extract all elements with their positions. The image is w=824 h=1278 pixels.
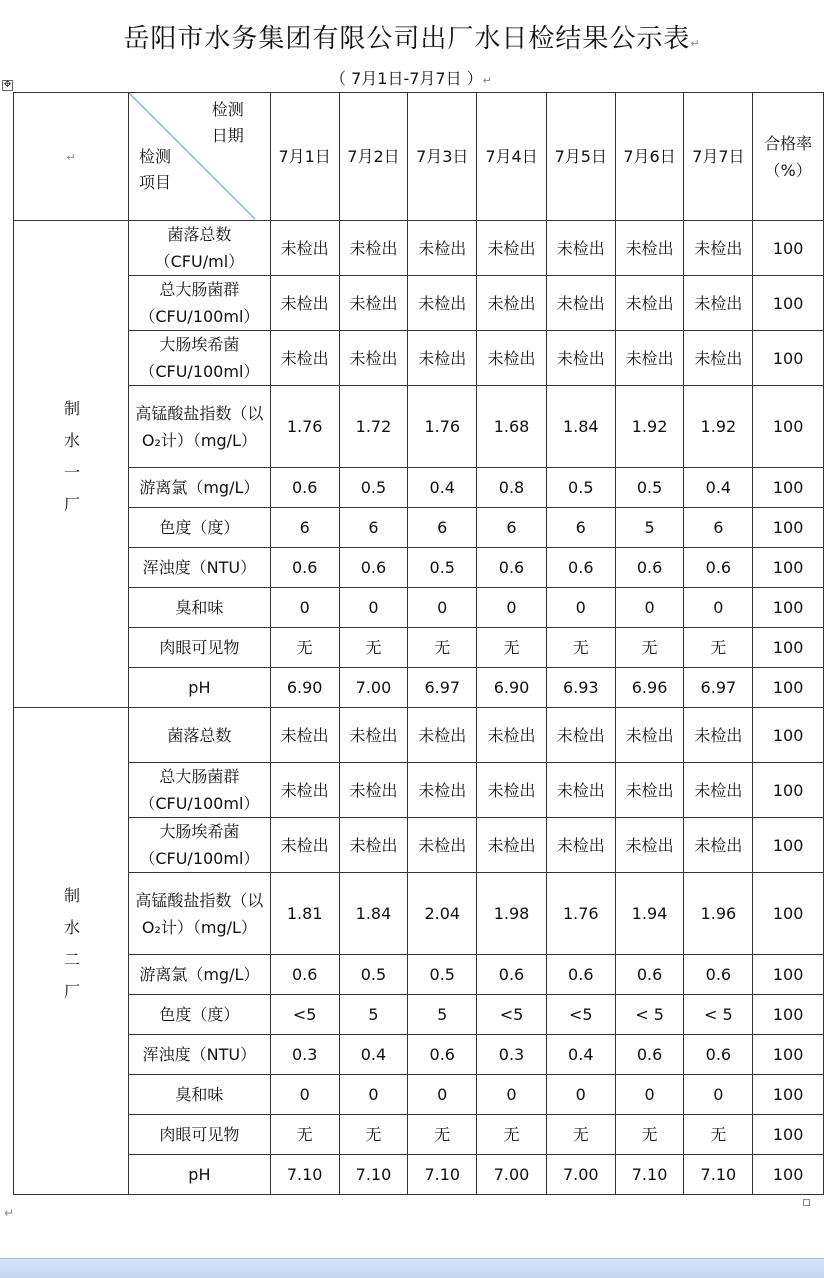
result-value: 7.10 bbox=[684, 1155, 753, 1195]
result-value: 未检出 bbox=[477, 276, 547, 331]
result-value: 6.97 bbox=[684, 668, 753, 708]
result-value: 未检出 bbox=[339, 276, 408, 331]
plant-name: 制水一厂 bbox=[14, 221, 129, 708]
table-row bbox=[14, 508, 824, 548]
result-value: 未检出 bbox=[684, 331, 753, 386]
table-row bbox=[14, 995, 824, 1035]
result-value: 未检出 bbox=[615, 818, 684, 873]
rate-header: 合格率（%） bbox=[753, 93, 824, 221]
result-value: 1.98 bbox=[477, 873, 547, 955]
result-value: <5 bbox=[477, 995, 547, 1035]
result-value: 1.94 bbox=[615, 873, 684, 955]
result-value: 0 bbox=[408, 1075, 477, 1115]
result-value: 0.4 bbox=[408, 468, 477, 508]
result-value: 7.10 bbox=[339, 1155, 408, 1195]
result-value: < 5 bbox=[684, 995, 753, 1035]
result-value: 未检出 bbox=[546, 763, 615, 818]
result-value: 无 bbox=[615, 1115, 684, 1155]
pass-rate: 100 bbox=[753, 763, 824, 818]
result-value: 1.76 bbox=[408, 386, 477, 468]
result-value: 6 bbox=[684, 508, 753, 548]
result-value: 1.84 bbox=[546, 386, 615, 468]
pass-rate: 100 bbox=[753, 1155, 824, 1195]
pass-rate: 100 bbox=[753, 331, 824, 386]
result-value: 未检出 bbox=[546, 708, 615, 763]
table-row bbox=[14, 468, 824, 508]
table-row bbox=[14, 221, 824, 276]
pass-rate: 100 bbox=[753, 818, 824, 873]
pass-rate: 100 bbox=[753, 276, 824, 331]
result-value: 无 bbox=[684, 628, 753, 668]
result-value: 未检出 bbox=[477, 221, 547, 276]
result-value: 0.6 bbox=[546, 955, 615, 995]
table-resize-handle[interactable] bbox=[803, 1199, 810, 1206]
result-value: 7.10 bbox=[615, 1155, 684, 1195]
result-value: 未检出 bbox=[339, 763, 408, 818]
item-name: 高锰酸盐指数（以O₂计）（mg/L） bbox=[129, 873, 271, 955]
result-value: 未检出 bbox=[339, 331, 408, 386]
item-name: 总大肠菌群（CFU/100ml） bbox=[129, 276, 271, 331]
table-row bbox=[14, 386, 824, 468]
pass-rate: 100 bbox=[753, 588, 824, 628]
result-value: 0.6 bbox=[615, 1035, 684, 1075]
table-row bbox=[14, 763, 824, 818]
result-value: 6.96 bbox=[615, 668, 684, 708]
result-value: 无 bbox=[270, 1115, 339, 1155]
result-value: 6.93 bbox=[546, 668, 615, 708]
result-value: 未检出 bbox=[270, 818, 339, 873]
result-value: 未检出 bbox=[408, 331, 477, 386]
item-name: 游离氯（mg/L） bbox=[129, 468, 271, 508]
item-name: pH bbox=[129, 668, 271, 708]
header-row bbox=[14, 93, 824, 221]
result-value: 6.97 bbox=[408, 668, 477, 708]
day-header: 7月6日 bbox=[615, 93, 684, 221]
result-value: 0.6 bbox=[339, 548, 408, 588]
table-row bbox=[14, 873, 824, 955]
pass-rate: 100 bbox=[753, 1115, 824, 1155]
result-value: 1.92 bbox=[615, 386, 684, 468]
result-value: 7.00 bbox=[339, 668, 408, 708]
result-value: 未检出 bbox=[477, 763, 547, 818]
result-value: 0.5 bbox=[615, 468, 684, 508]
table-row bbox=[14, 1115, 824, 1155]
result-value: 未检出 bbox=[270, 708, 339, 763]
day-header: 7月5日 bbox=[546, 93, 615, 221]
table-row bbox=[14, 628, 824, 668]
result-value: 1.76 bbox=[270, 386, 339, 468]
pass-rate: 100 bbox=[753, 1035, 824, 1075]
result-value: 0 bbox=[270, 1075, 339, 1115]
table-row bbox=[14, 1075, 824, 1115]
item-name: 色度（度） bbox=[129, 508, 271, 548]
result-value: 未检出 bbox=[546, 331, 615, 386]
result-value: < 5 bbox=[615, 995, 684, 1035]
horizontal-scrollbar[interactable] bbox=[0, 1258, 824, 1278]
result-value: 0 bbox=[546, 1075, 615, 1115]
item-name: 大肠埃希菌（CFU/100ml） bbox=[129, 818, 271, 873]
pass-rate: 100 bbox=[753, 955, 824, 995]
result-value: 未检出 bbox=[615, 331, 684, 386]
result-value: 1.84 bbox=[339, 873, 408, 955]
item-name: 高锰酸盐指数（以O₂计）（mg/L） bbox=[129, 386, 271, 468]
pass-rate: 100 bbox=[753, 386, 824, 468]
result-value: 7.00 bbox=[546, 1155, 615, 1195]
result-value: 6 bbox=[270, 508, 339, 548]
day-header: 7月4日 bbox=[477, 93, 547, 221]
result-value: 未检出 bbox=[339, 221, 408, 276]
document-title: 岳阳市水务集团有限公司出厂水日检结果公示表↵ bbox=[123, 24, 701, 54]
table-row bbox=[14, 955, 824, 995]
result-value: 无 bbox=[270, 628, 339, 668]
result-value: 0.5 bbox=[339, 955, 408, 995]
item-name: 总大肠菌群（CFU/100ml） bbox=[129, 763, 271, 818]
result-value: 0.6 bbox=[684, 548, 753, 588]
result-value: 0.6 bbox=[684, 1035, 753, 1075]
result-value: 未检出 bbox=[477, 708, 547, 763]
result-value: 6 bbox=[339, 508, 408, 548]
pass-rate: 100 bbox=[753, 668, 824, 708]
table-row bbox=[14, 331, 824, 386]
item-name: pH bbox=[129, 1155, 271, 1195]
day-header: 7月2日 bbox=[339, 93, 408, 221]
result-value: 无 bbox=[408, 1115, 477, 1155]
result-value: 7.10 bbox=[270, 1155, 339, 1195]
result-value: 0 bbox=[615, 588, 684, 628]
result-value: 0 bbox=[339, 1075, 408, 1115]
item-name: 臭和味 bbox=[129, 1075, 271, 1115]
result-value: <5 bbox=[270, 995, 339, 1035]
result-value: 0 bbox=[270, 588, 339, 628]
table-row bbox=[14, 1155, 824, 1195]
result-value: 未检出 bbox=[270, 763, 339, 818]
result-value: 未检出 bbox=[546, 221, 615, 276]
result-value: 0.4 bbox=[339, 1035, 408, 1075]
results-table bbox=[13, 92, 824, 1195]
result-value: 0 bbox=[546, 588, 615, 628]
result-value: 2.04 bbox=[408, 873, 477, 955]
result-value: 6 bbox=[546, 508, 615, 548]
result-value: 0.6 bbox=[477, 955, 547, 995]
diag-date-label: 检测 日期 bbox=[211, 100, 244, 145]
pass-rate: 100 bbox=[753, 221, 824, 276]
item-name: 色度（度） bbox=[129, 995, 271, 1035]
result-value: 未检出 bbox=[339, 708, 408, 763]
table-row bbox=[14, 548, 824, 588]
item-name: 肉眼可见物 bbox=[129, 628, 271, 668]
item-name: 菌落总数 bbox=[129, 708, 271, 763]
item-name: 肉眼可见物 bbox=[129, 1115, 271, 1155]
result-value: 6 bbox=[477, 508, 547, 548]
pass-rate: 100 bbox=[753, 995, 824, 1035]
result-value: 未检出 bbox=[408, 221, 477, 276]
result-value: 未检出 bbox=[408, 276, 477, 331]
result-value: 未检出 bbox=[684, 708, 753, 763]
header-blank-cell: ↵ bbox=[14, 93, 129, 221]
result-value: 无 bbox=[477, 1115, 547, 1155]
result-value: 7.00 bbox=[477, 1155, 547, 1195]
pass-rate: 100 bbox=[753, 628, 824, 668]
result-value: 0.8 bbox=[477, 468, 547, 508]
day-header: 7月7日 bbox=[684, 93, 753, 221]
item-name: 浑浊度（NTU） bbox=[129, 548, 271, 588]
result-value: 0 bbox=[684, 588, 753, 628]
day-header: 7月3日 bbox=[408, 93, 477, 221]
result-value: 0.6 bbox=[684, 955, 753, 995]
table-row bbox=[14, 708, 824, 763]
result-value: 未检出 bbox=[546, 818, 615, 873]
result-value: 7.10 bbox=[408, 1155, 477, 1195]
pass-rate: 100 bbox=[753, 708, 824, 763]
day-header: 7月1日 bbox=[270, 93, 339, 221]
result-value: 未检出 bbox=[408, 818, 477, 873]
result-value: 0.6 bbox=[477, 548, 547, 588]
result-value: 无 bbox=[615, 628, 684, 668]
result-value: 0.3 bbox=[270, 1035, 339, 1075]
item-name: 菌落总数（CFU/ml） bbox=[129, 221, 271, 276]
result-value: 0.6 bbox=[270, 955, 339, 995]
result-value: 未检出 bbox=[408, 763, 477, 818]
result-value: 6 bbox=[408, 508, 477, 548]
result-value: 0 bbox=[339, 588, 408, 628]
result-value: 0 bbox=[477, 588, 547, 628]
result-value: 6.90 bbox=[477, 668, 547, 708]
plant-name: 制水二厂 bbox=[14, 708, 129, 1195]
table-row bbox=[14, 1035, 824, 1075]
result-value: 1.68 bbox=[477, 386, 547, 468]
result-value: 0.5 bbox=[546, 468, 615, 508]
result-value: 无 bbox=[339, 628, 408, 668]
result-value: 未检出 bbox=[684, 818, 753, 873]
result-value: 0.6 bbox=[546, 548, 615, 588]
result-value: 无 bbox=[408, 628, 477, 668]
result-value: 1.81 bbox=[270, 873, 339, 955]
diagonal-header-cell bbox=[129, 93, 271, 221]
pass-rate: 100 bbox=[753, 1075, 824, 1115]
table-row bbox=[14, 276, 824, 331]
item-name: 浑浊度（NTU） bbox=[129, 1035, 271, 1075]
paragraph-mark: ↵ bbox=[4, 1206, 15, 1220]
result-value: 0.5 bbox=[408, 955, 477, 995]
result-value: 无 bbox=[546, 628, 615, 668]
item-name: 大肠埃希菌（CFU/100ml） bbox=[129, 331, 271, 386]
result-value: 无 bbox=[339, 1115, 408, 1155]
result-value: 0.4 bbox=[546, 1035, 615, 1075]
result-value: 未检出 bbox=[684, 763, 753, 818]
result-value: 未检出 bbox=[270, 276, 339, 331]
result-value: 0.6 bbox=[615, 548, 684, 588]
item-name: 游离氯（mg/L） bbox=[129, 955, 271, 995]
result-value: 0 bbox=[477, 1075, 547, 1115]
result-value: 未检出 bbox=[270, 221, 339, 276]
diag-item-label: 检测 项目 bbox=[139, 147, 172, 192]
result-value: 未检出 bbox=[339, 818, 408, 873]
result-value: 未检出 bbox=[477, 331, 547, 386]
pass-rate: 100 bbox=[753, 468, 824, 508]
item-name: 臭和味 bbox=[129, 588, 271, 628]
result-value: 未检出 bbox=[684, 221, 753, 276]
result-value: 5 bbox=[339, 995, 408, 1035]
result-value: 未检出 bbox=[615, 708, 684, 763]
table-row bbox=[14, 588, 824, 628]
result-value: 无 bbox=[546, 1115, 615, 1155]
result-value: 无 bbox=[477, 628, 547, 668]
result-value: 无 bbox=[684, 1115, 753, 1155]
result-value: 未检出 bbox=[615, 276, 684, 331]
result-value: 0.3 bbox=[477, 1035, 547, 1075]
result-value: 0 bbox=[684, 1075, 753, 1115]
result-value: 0 bbox=[408, 588, 477, 628]
result-value: 5 bbox=[408, 995, 477, 1035]
pass-rate: 100 bbox=[753, 873, 824, 955]
table-row bbox=[14, 818, 824, 873]
result-value: 0.6 bbox=[270, 548, 339, 588]
result-value: 未检出 bbox=[270, 331, 339, 386]
result-value: 1.72 bbox=[339, 386, 408, 468]
result-value: 0.5 bbox=[339, 468, 408, 508]
result-value: 1.92 bbox=[684, 386, 753, 468]
table-move-handle-icon[interactable]: ✥ bbox=[3, 80, 12, 90]
result-value: 未检出 bbox=[546, 276, 615, 331]
result-value: 0.6 bbox=[270, 468, 339, 508]
date-range: （ 7月1日-7月7日 ）↵ bbox=[330, 69, 492, 88]
result-value: 0.6 bbox=[408, 1035, 477, 1075]
result-value: 0.5 bbox=[408, 548, 477, 588]
table-row bbox=[14, 668, 824, 708]
pass-rate: 100 bbox=[753, 548, 824, 588]
result-value: <5 bbox=[546, 995, 615, 1035]
result-value: 未检出 bbox=[408, 708, 477, 763]
result-value: 1.96 bbox=[684, 873, 753, 955]
result-value: 未检出 bbox=[615, 763, 684, 818]
result-value: 0.4 bbox=[684, 468, 753, 508]
pass-rate: 100 bbox=[753, 508, 824, 548]
result-value: 5 bbox=[615, 508, 684, 548]
result-value: 1.76 bbox=[546, 873, 615, 955]
result-value: 0 bbox=[615, 1075, 684, 1115]
result-value: 未检出 bbox=[684, 276, 753, 331]
result-value: 6.90 bbox=[270, 668, 339, 708]
result-value: 未检出 bbox=[477, 818, 547, 873]
result-value: 0.6 bbox=[615, 955, 684, 995]
result-value: 未检出 bbox=[615, 221, 684, 276]
